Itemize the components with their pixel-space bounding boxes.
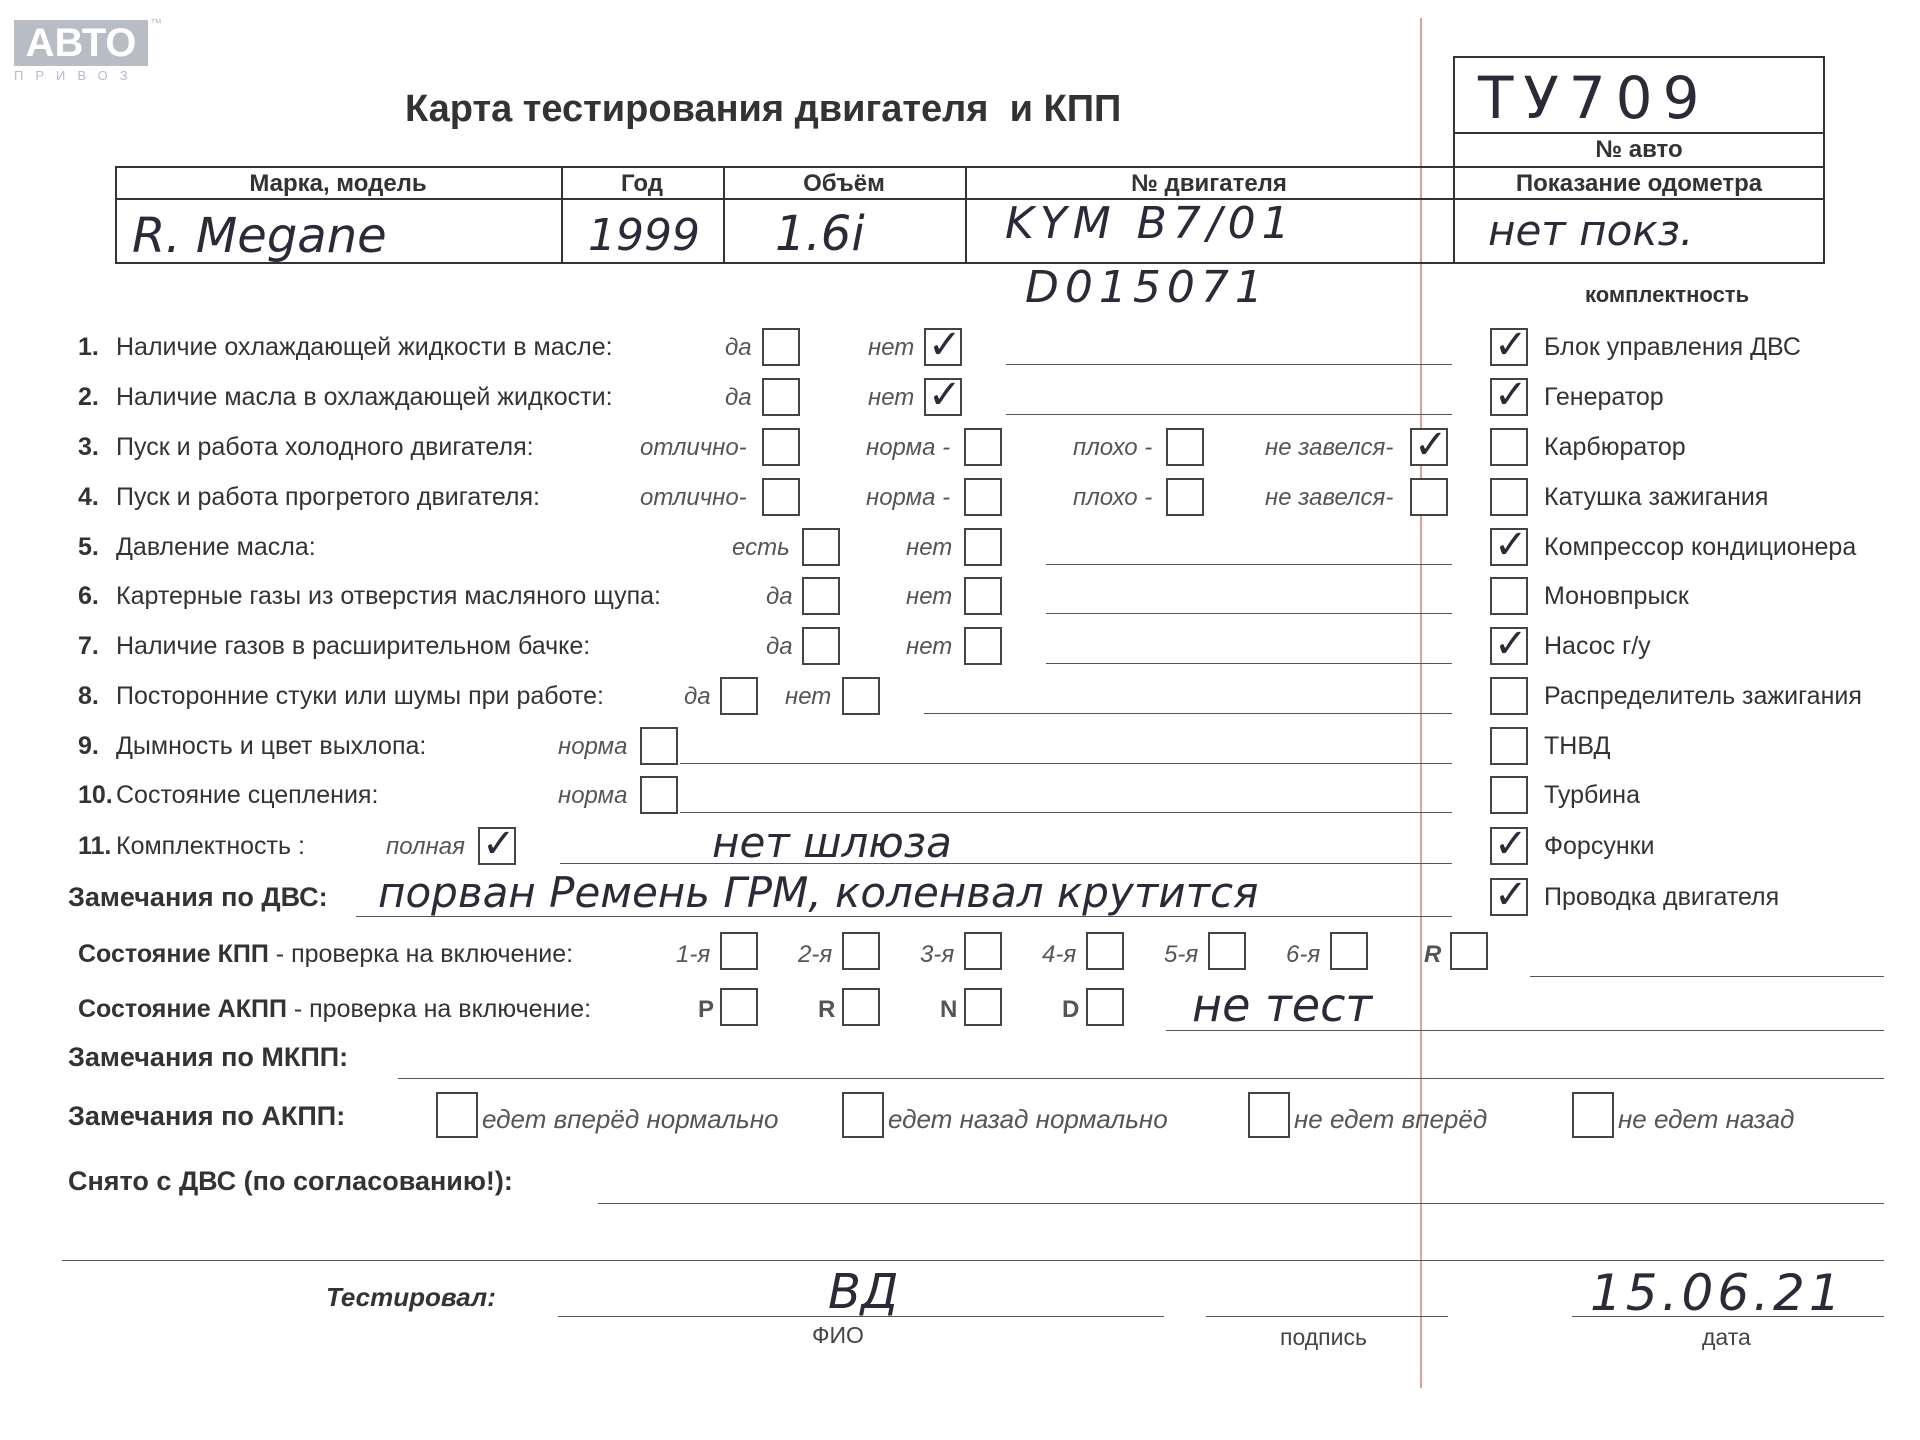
q8-opt-no: нет: [785, 683, 832, 710]
q4-nostart-checkbox[interactable]: [1410, 478, 1448, 516]
gear-6-checkbox[interactable]: [1330, 932, 1368, 970]
kit-turbine-checkbox[interactable]: [1490, 776, 1528, 814]
tested-fio-value: ВД: [828, 1264, 899, 1320]
kit-ac-compressor-checkbox[interactable]: [1490, 528, 1528, 566]
logo-main: АВТО: [14, 20, 148, 66]
akpp-note: не тест: [1192, 978, 1373, 1032]
logo-tm: ™: [150, 16, 162, 30]
akpp-r-label: R: [818, 996, 836, 1023]
q9-opt-normal: норма: [558, 733, 628, 760]
kit-monoinjection-label: Моновпрыск: [1544, 582, 1689, 610]
col-odometer-header: Показание одометра: [1515, 170, 1763, 197]
kit-turbine-label: Турбина: [1544, 781, 1640, 809]
question-2: 2. Наличие масла в охлаждающей жидкости:: [78, 383, 613, 411]
kit-ecu-checkbox[interactable]: [1490, 328, 1528, 366]
gear-r-checkbox[interactable]: [1450, 932, 1488, 970]
gear-4-label: 4-я: [1042, 941, 1077, 968]
engine-no-value: KYM B7/01: [1005, 198, 1296, 249]
kit-ps-pump-checkbox[interactable]: [1490, 627, 1528, 665]
year-value: 1999: [588, 210, 700, 261]
col-year-header: Год: [621, 170, 663, 197]
logo: [14, 16, 162, 83]
q1-opt-no: нет: [868, 334, 915, 361]
question-8: 8. Посторонние стуки или шумы при работе:: [78, 682, 604, 710]
date-value: 15.06.21: [1590, 1264, 1845, 1322]
q3-opt-bad: плохо -: [1073, 434, 1153, 461]
odometer-value: нет покз.: [1488, 206, 1694, 255]
akpp-no-forward-label: не едет вперёд: [1294, 1104, 1488, 1134]
gear-4-checkbox[interactable]: [1086, 932, 1124, 970]
kit-distributor-checkbox[interactable]: [1490, 677, 1528, 715]
q10-normal-checkbox[interactable]: [640, 776, 678, 814]
q4-normal-checkbox[interactable]: [964, 478, 1002, 516]
auto-no-value: ТУ709: [1478, 64, 1710, 132]
q3-excellent-checkbox[interactable]: [762, 428, 800, 466]
akpp-backward-ok-label: едет назад нормально: [888, 1104, 1168, 1134]
logo-sub: ПРИВОЗ: [14, 68, 140, 83]
q6-opt-no: нет: [906, 583, 953, 610]
kit-distributor-label: Распределитель зажигания: [1544, 682, 1862, 710]
q4-excellent-checkbox[interactable]: [762, 478, 800, 516]
gear-5-label: 5-я: [1164, 941, 1199, 968]
gear-6-label: 6-я: [1286, 941, 1321, 968]
gear-1-checkbox[interactable]: [720, 932, 758, 970]
kit-carburetor-checkbox[interactable]: [1490, 428, 1528, 466]
akpp-d-label: D: [1062, 996, 1080, 1023]
akpp-backward-ok-checkbox[interactable]: [842, 1092, 884, 1138]
akpp-no-backward-label: не едет назад: [1618, 1104, 1795, 1134]
q2-yes-checkbox[interactable]: [762, 378, 800, 416]
kit-tnvd-checkbox[interactable]: [1490, 727, 1528, 765]
gear-1-label: 1-я: [676, 941, 711, 968]
akpp-d-checkbox[interactable]: [1086, 988, 1124, 1026]
q4-opt-excellent: отлично-: [640, 484, 747, 511]
kit-ecu-label: Блок управления ДВС: [1544, 333, 1801, 361]
q4-opt-normal: норма -: [866, 484, 951, 511]
kit-ps-pump-label: Насос г/у: [1544, 632, 1651, 660]
q3-nostart-checkbox[interactable]: [1410, 428, 1448, 466]
q11-note: нет шлюза: [712, 818, 952, 867]
kit-wiring-checkbox[interactable]: [1490, 878, 1528, 916]
sign-caption: подпись: [1280, 1324, 1367, 1350]
question-7: 7. Наличие газов в расширительном бачке:: [78, 632, 591, 660]
q4-opt-bad: плохо -: [1073, 484, 1153, 511]
q2-no-checkbox[interactable]: [924, 378, 962, 416]
kit-generator-label: Генератор: [1544, 383, 1664, 411]
kit-wiring-label: Проводка двигателя: [1544, 883, 1780, 911]
q8-yes-checkbox[interactable]: [720, 677, 758, 715]
q5-yes-checkbox[interactable]: [802, 528, 840, 566]
remarks-akpp-label: Замечания по АКПП:: [68, 1101, 346, 1131]
question-3: 3. Пуск и работа холодного двигателя:: [78, 433, 534, 461]
q6-no-checkbox[interactable]: [964, 577, 1002, 615]
kit-ac-compressor-label: Компрессор кондиционера: [1544, 533, 1857, 561]
question-1: 1. Наличие охлаждающей жидкости в масле:: [78, 333, 613, 361]
akpp-forward-ok-label: едет вперёд нормально: [482, 1104, 779, 1134]
akpp-forward-ok-checkbox[interactable]: [436, 1092, 478, 1138]
gear-3-checkbox[interactable]: [964, 932, 1002, 970]
q9-normal-checkbox[interactable]: [640, 727, 678, 765]
q7-opt-no: нет: [906, 633, 953, 660]
question-5: 5. Давление масла:: [78, 533, 316, 561]
q3-normal-checkbox[interactable]: [964, 428, 1002, 466]
question-6: 6. Картерные газы из отверстия масляного щупа:: [78, 582, 661, 610]
question-4: 4. Пуск и работа прогретого двигателя:: [78, 483, 540, 511]
remarks-dvs-value: порван Ремень ГРМ, коленвал крутится: [378, 868, 1259, 917]
gear-2-checkbox[interactable]: [842, 932, 880, 970]
q3-opt-normal: норма -: [866, 434, 951, 461]
question-11: 11. Комплектность :: [78, 832, 305, 860]
akpp-n-label: N: [940, 996, 958, 1023]
kit-generator-checkbox[interactable]: [1490, 378, 1528, 416]
q4-opt-nostart: не завелся-: [1265, 484, 1394, 511]
date-caption: дата: [1702, 1324, 1751, 1350]
q2-opt-yes: да: [725, 384, 752, 411]
col-brand-header: Марка, модель: [249, 170, 427, 197]
akpp-no-backward-checkbox[interactable]: [1572, 1092, 1614, 1138]
fio-caption: ФИО: [812, 1322, 864, 1348]
volume-value: 1.6i: [775, 206, 865, 262]
q3-opt-nostart: не завелся-: [1265, 434, 1394, 461]
kit-tnvd-label: ТНВД: [1544, 732, 1611, 760]
brand-value: R. Megane: [132, 208, 387, 264]
kit-monoinjection-checkbox[interactable]: [1490, 577, 1528, 615]
kit-coil-label: Катушка зажигания: [1544, 483, 1769, 511]
q1-opt-yes: да: [725, 334, 752, 361]
akpp-p-label: P: [698, 996, 715, 1023]
q1-no-checkbox[interactable]: [924, 328, 962, 366]
q7-yes-checkbox[interactable]: [802, 627, 840, 665]
q11-opt-full: полная: [386, 833, 465, 860]
gear-5-checkbox[interactable]: [1208, 932, 1246, 970]
q5-opt-yes: есть: [732, 534, 790, 561]
gear-3-label: 3-я: [920, 941, 955, 968]
page-title: Карта тестирования двигателя и КПП: [405, 88, 1122, 130]
q2-opt-no: нет: [868, 384, 915, 411]
q10-opt-normal: норма: [558, 782, 628, 809]
auto-no-label: № авто: [1595, 136, 1683, 163]
q4-bad-checkbox[interactable]: [1166, 478, 1204, 516]
q6-opt-yes: да: [766, 583, 793, 610]
q6-yes-checkbox[interactable]: [802, 577, 840, 615]
q3-opt-excellent: отлично-: [640, 434, 747, 461]
akpp-r-checkbox[interactable]: [842, 988, 880, 1026]
q3-bad-checkbox[interactable]: [1166, 428, 1204, 466]
akpp-label: Состояние АКПП - проверка на включение:: [78, 995, 592, 1023]
q8-opt-yes: да: [684, 683, 711, 710]
remarks-dvs-label: Замечания по ДВС:: [68, 882, 328, 912]
akpp-no-forward-checkbox[interactable]: [1248, 1092, 1290, 1138]
kit-coil-checkbox[interactable]: [1490, 478, 1528, 516]
tested-label: Тестировал:: [326, 1282, 496, 1312]
q5-opt-no: нет: [906, 534, 953, 561]
removed-label: Снято с ДВС (по согласованию!):: [68, 1166, 513, 1196]
kpp-label: Состояние КПП - проверка на включение:: [78, 940, 574, 968]
q5-no-checkbox[interactable]: [964, 528, 1002, 566]
q1-yes-checkbox[interactable]: [762, 328, 800, 366]
kit-carburetor-label: Карбюратор: [1544, 433, 1686, 461]
akpp-n-checkbox[interactable]: [964, 988, 1002, 1026]
gear-r-label: R: [1424, 941, 1442, 968]
remarks-mkpp-label: Замечания по МКПП:: [68, 1042, 349, 1072]
q11-full-checkbox[interactable]: [478, 827, 516, 865]
gear-2-label: 2-я: [798, 941, 833, 968]
question-9: 9. Дымность и цвет выхлопа:: [78, 732, 427, 760]
col-volume-header: Объём: [803, 170, 885, 197]
akpp-p-checkbox[interactable]: [720, 988, 758, 1026]
engine-no-line2: D015071: [1025, 262, 1269, 313]
q8-no-checkbox[interactable]: [842, 677, 880, 715]
kit-injectors-label: Форсунки: [1544, 832, 1655, 860]
kit-title: комплектность: [1585, 282, 1750, 307]
kit-injectors-checkbox[interactable]: [1490, 827, 1528, 865]
q7-opt-yes: да: [766, 633, 793, 660]
col-engine-header: № двигателя: [1131, 170, 1287, 197]
question-10: 10. Состояние сцепления:: [78, 781, 379, 809]
q7-no-checkbox[interactable]: [964, 627, 1002, 665]
